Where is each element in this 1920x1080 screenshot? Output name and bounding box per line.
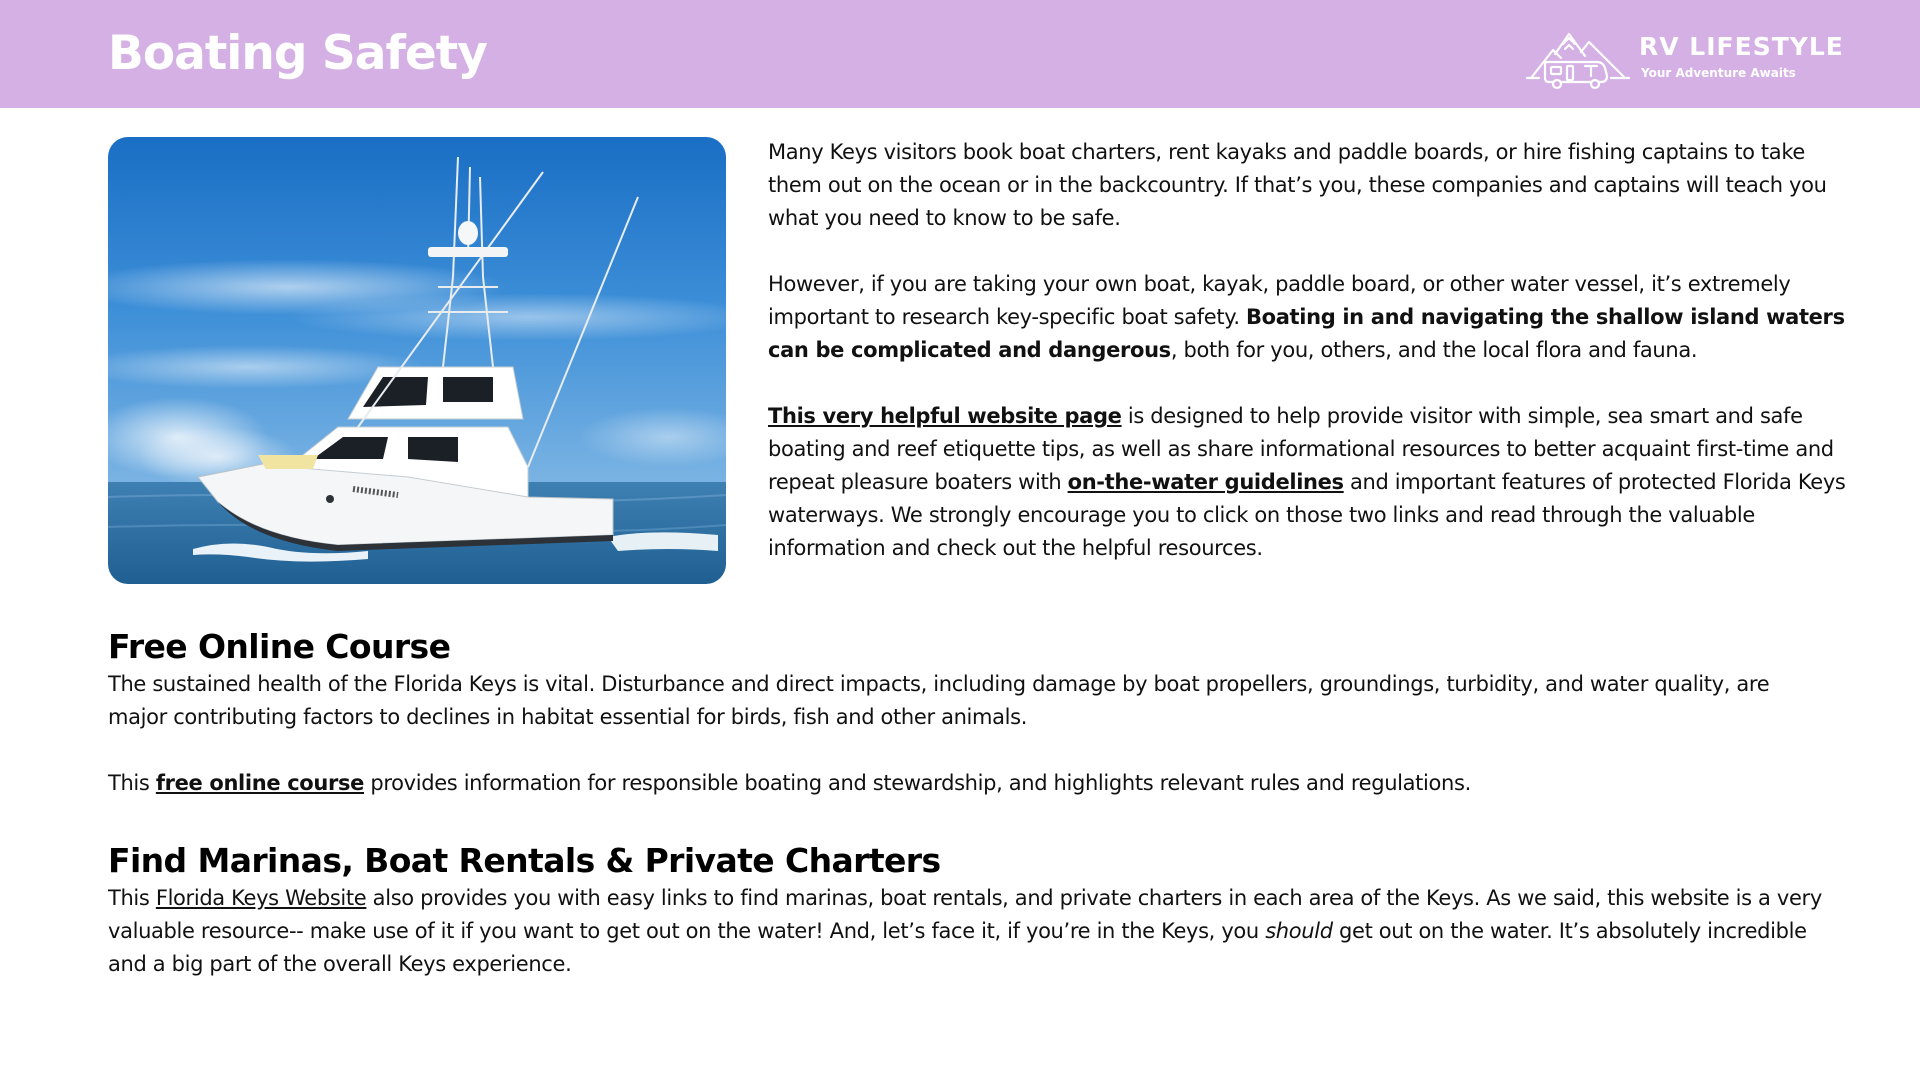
free-online-course-section xyxy=(108,626,1828,800)
marinas-p-start: This xyxy=(108,886,156,910)
on-the-water-guidelines-link[interactable]: on-the-water guidelines xyxy=(1067,470,1344,494)
intro-p2-end: , both for you, others, and the local flora and fauna. xyxy=(1170,338,1698,362)
intro-p2-emphasis: Boating in and navigating the shallow island waters can be complicated and dangerous xyxy=(768,305,1845,362)
page-header xyxy=(0,0,1920,108)
helpful-website-page-link[interactable]: This very helpful website page xyxy=(768,404,1122,428)
logo-name: RV LIFESTYLE xyxy=(1639,32,1844,61)
course-p2-end: provides information for responsible boating and stewardship, and highlights relevant rules and regulations. xyxy=(364,771,1471,795)
rv-lifestyle-logo xyxy=(1525,28,1855,90)
marinas-p-mid: also provides you with easy links to find marinas, boat rentals, and private charters in each area of the Keys. As we said, this website is a very valuable resource-- make use of it if you want to get out on the water! And, let’s face it, if you’re in the Keys, you xyxy=(108,886,1822,943)
free-online-course-link[interactable]: free online course xyxy=(155,771,365,795)
marinas-heading: Find Marinas, Boat Rentals & Private Charters xyxy=(108,841,941,880)
course-paragraph-1: The sustained health of the Florida Keys is vital. Disturbance and direct impacts, including damage by boat propellers, groundings, turbidity, and water quality, are major contributing factors to declines in habitat essential for birds, fish and other animals. xyxy=(108,672,1770,729)
intro-p2-start: However, if you are taking your own boat, kayak, paddle board, or other water vessel, it’s extremely important to research key-specific boat safety. xyxy=(768,272,1791,329)
intro-paragraph-2 xyxy=(768,268,1858,367)
rv-mountain-logo-icon xyxy=(1525,28,1631,90)
marinas-section xyxy=(108,840,1828,981)
course-paragraph-2 xyxy=(108,767,1828,800)
boat-hero-image xyxy=(108,137,726,584)
intro-text xyxy=(768,136,1858,598)
yacht-illustration xyxy=(108,137,726,584)
florida-keys-website-link[interactable]: Florida Keys Website xyxy=(155,886,367,910)
intro-paragraph-3 xyxy=(768,400,1858,565)
page-title: Boating Safety xyxy=(108,26,487,81)
marinas-paragraph xyxy=(108,882,1828,981)
course-p2-start: This xyxy=(108,771,156,795)
intro-p3-end: and important features of protected Florida Keys waterways. We strongly encourage you to click on those two links and read through the valuable information and check out the helpful resources. xyxy=(768,470,1846,560)
marinas-p-emphasis: should xyxy=(1265,919,1333,943)
intro-p3-mid: is designed to help provide visitor with simple, sea smart and safe boating and reef etiquette tips, as well as share informational resources to better acquaint first-time and repeat pleasure boaters with xyxy=(768,404,1834,494)
marinas-p-end: get out on the water. It’s absolutely incredible and a big part of the overall Keys experience. xyxy=(108,919,1807,976)
logo-tagline: Your Adventure Awaits xyxy=(1641,66,1796,80)
free-online-course-heading: Free Online Course xyxy=(108,627,451,666)
intro-paragraph-1: Many Keys visitors book boat charters, rent kayaks and paddle boards, or hire fishing captains to take them out on the ocean or in the backcountry. If that’s you, these companies and captains will teach you what you need to know to be safe. xyxy=(768,140,1827,230)
